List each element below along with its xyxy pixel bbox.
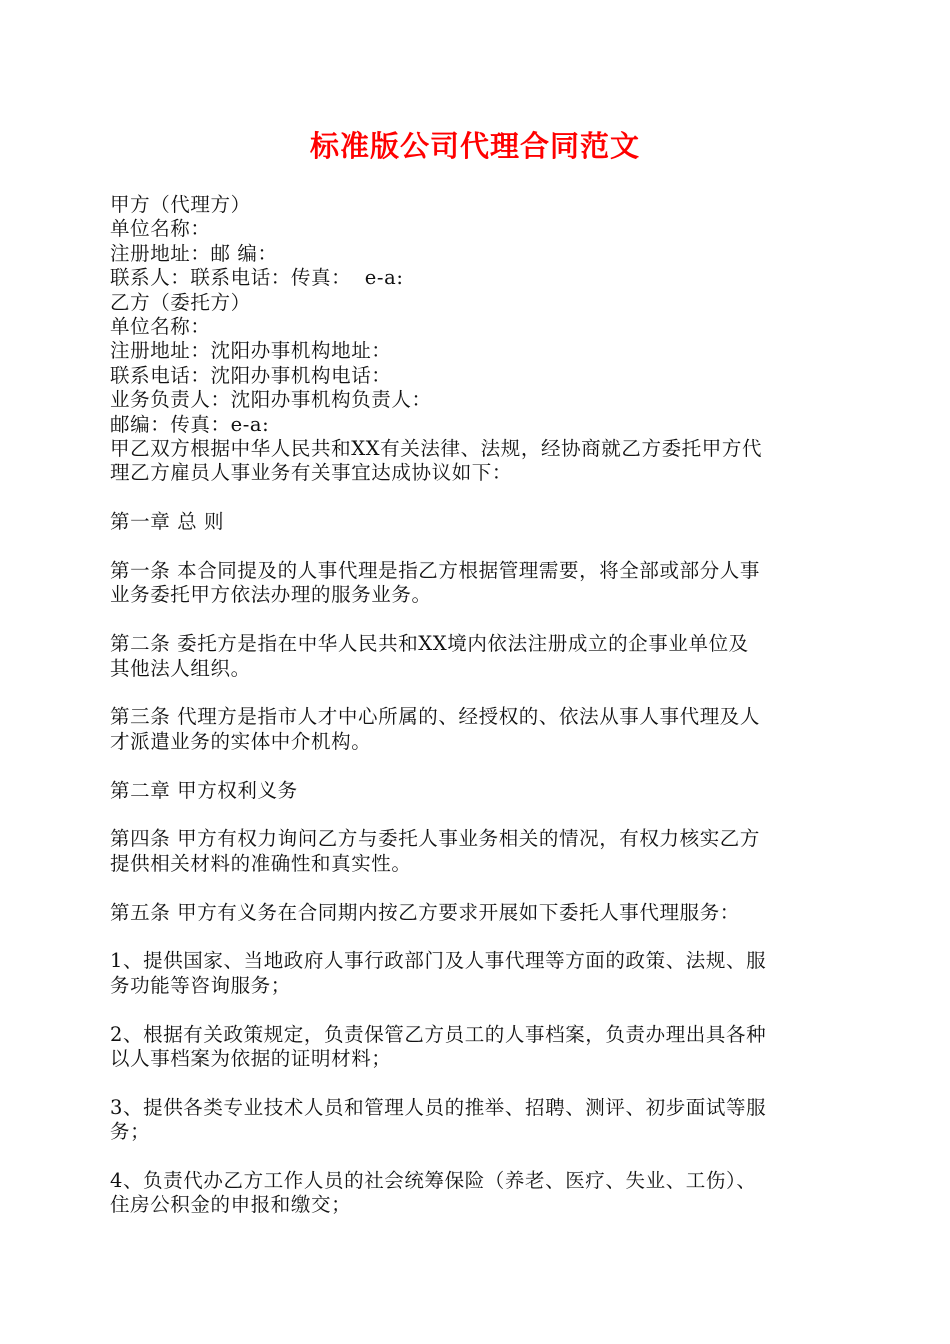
list-item-3 <box>110 1096 845 1145</box>
document-title: 标准版公司代理合同范文 <box>309 129 640 163</box>
party-a-address: 注册地址：邮 编： <box>110 241 278 265</box>
chapter-heading <box>110 779 845 803</box>
list-item-line: 务功能等咨询服务； <box>110 973 291 997</box>
list-item-line: 4、负责代办乙方工作人员的社会统筹保险（养老、医疗、失业、工伤）、 <box>110 1169 757 1193</box>
article-line: 第四条 甲方有权力询问乙方与委托人事业务相关的情况，有权力核实乙方 <box>110 827 760 851</box>
list-item-line: 以人事档案为依据的证明材料； <box>110 1047 392 1071</box>
article-line: 第二条 委托方是指在中华人民共和XX境内依法注册成立的企事业单位及 <box>110 632 749 656</box>
list-item-line: 2、根据有关政策规定，负责保管乙方员工的人事档案，负责办理出具各种 <box>110 1022 767 1046</box>
list-item-4 <box>110 1169 845 1218</box>
party-b-heading: 乙方（委托方） <box>110 290 251 314</box>
party-a-contact: 联系人：联系电话：传真： e-a: <box>110 266 404 290</box>
list-item-line: 3、提供各类专业技术人员和管理人员的推举、招聘、测评、初步面试等服 <box>110 1095 767 1119</box>
article-3 <box>110 705 845 754</box>
list-item-1 <box>110 949 845 998</box>
intro-line: 甲乙双方根据中华人民共和XX有关法律、法规，经协商就乙方委托甲方代 <box>110 437 763 461</box>
party-b-post: 邮编：传真：e-a: <box>110 412 270 436</box>
article-line: 第一条 本合同提及的人事代理是指乙方根据管理需要，将全部或部分人事 <box>110 559 760 583</box>
party-a-company: 单位名称： <box>110 217 211 241</box>
article-1 <box>110 559 845 608</box>
document-body <box>110 193 845 1242</box>
article-4 <box>110 827 845 876</box>
intro-line: 理乙方雇员人事业务有关事宜达成协议如下： <box>110 461 513 485</box>
list-item-line: 1、提供国家、当地政府人事行政部门及人事代理等方面的政策、法规、服 <box>110 949 767 973</box>
article-2 <box>110 632 845 681</box>
list-item-2 <box>110 1023 845 1072</box>
intro-paragraph <box>110 437 845 486</box>
article-line: 其他法人组织。 <box>110 656 251 680</box>
article-line: 才派遣业务的实体中介机构。 <box>110 729 372 753</box>
article-line: 第五条 甲方有义务在合同期内按乙方要求开展如下委托人事代理服务： <box>110 900 740 924</box>
article-line: 提供相关材料的准确性和真实性。 <box>110 851 412 875</box>
party-a-heading: 甲方（代理方） <box>110 193 251 216</box>
party-a-block <box>110 193 845 291</box>
chapter-2-title: 第二章 甲方权利义务 <box>110 778 298 802</box>
list-item-line: 住房公积金的申报和缴交； <box>110 1193 352 1217</box>
party-b-phone: 联系电话：沈阳办事机构电话： <box>110 363 392 387</box>
chapter-heading <box>110 510 845 534</box>
chapter-1-title: 第一章 总 则 <box>110 510 225 534</box>
article-5 <box>110 901 845 925</box>
party-b-block <box>110 291 845 437</box>
party-b-manager: 业务负责人：沈阳办事机构负责人： <box>110 388 432 412</box>
list-item-line: 务； <box>110 1120 151 1144</box>
party-b-address: 注册地址：沈阳办事机构地址： <box>110 339 392 363</box>
article-line: 业务委托甲方依法办理的服务业务。 <box>110 583 432 607</box>
party-b-company: 单位名称： <box>110 315 211 339</box>
article-line: 第三条 代理方是指市人才中心所属的、经授权的、依法从事人事代理及人 <box>110 705 760 729</box>
